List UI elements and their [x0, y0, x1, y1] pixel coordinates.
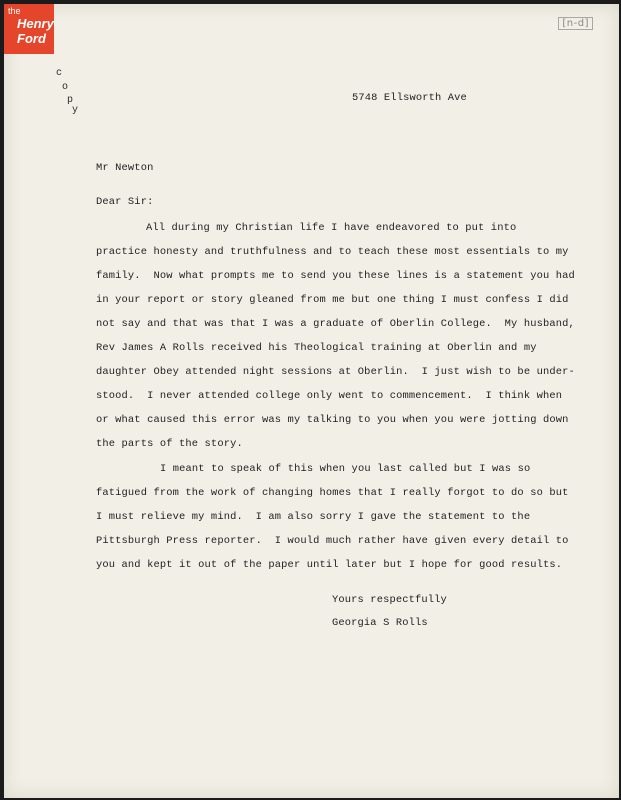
letter-page: [4, 4, 619, 798]
body-line: the parts of the story.: [96, 438, 243, 450]
salutation: Dear Sir:: [96, 196, 154, 208]
body-line: fatigued from the work of changing homes that I really forgot to do so but: [96, 487, 569, 499]
henry-ford-logo: [4, 4, 54, 54]
body-line: not say and that was that I was a graduate of Oberlin College. My husband,: [96, 318, 575, 330]
body-line: I must relieve my mind. I am also sorry I gave the statement to the: [96, 511, 531, 523]
body-line: Pittsburgh Press reporter. I would much rather have given every detail to: [96, 535, 569, 547]
copy-mark-letter: p: [67, 95, 74, 106]
copy-mark-letter: y: [72, 105, 79, 116]
body-line: in your report or story gleaned from me but one thing I must confess I did: [96, 294, 569, 306]
body-line: practice honesty and truthfulness and to teach these most essentials to my: [96, 246, 569, 258]
body-line: All during my Christian life I have endeavored to put into: [146, 222, 517, 234]
sender-address: 5748 Ellsworth Ave: [352, 92, 467, 104]
signature: Georgia S Rolls: [332, 617, 428, 629]
body-line: family. Now what prompts me to send you these lines is a statement you had: [96, 270, 575, 282]
logo-henry: Henry: [17, 16, 54, 31]
copy-mark-letter: c: [56, 68, 63, 79]
copy-mark-letter: o: [62, 82, 69, 93]
closing: Yours respectfully: [332, 594, 447, 606]
logo-ford: Ford: [17, 31, 46, 46]
body-line: Rev James A Rolls received his Theological training at Oberlin and my: [96, 342, 537, 354]
body-line: you and kept it out of the paper until later but I hope for good results.: [96, 559, 563, 571]
logo-the: the: [8, 6, 21, 16]
archive-stamp: [n-d]: [558, 17, 593, 30]
recipient-name: Mr Newton: [96, 162, 154, 174]
body-line: stood. I never attended college only went to commencement. I think when: [96, 390, 563, 402]
body-line: daughter Obey attended night sessions at Oberlin. I just wish to be under-: [96, 366, 575, 378]
body-line: I meant to speak of this when you last called but I was so: [160, 463, 531, 475]
body-line: or what caused this error was my talking to you when you were jotting down: [96, 414, 569, 426]
